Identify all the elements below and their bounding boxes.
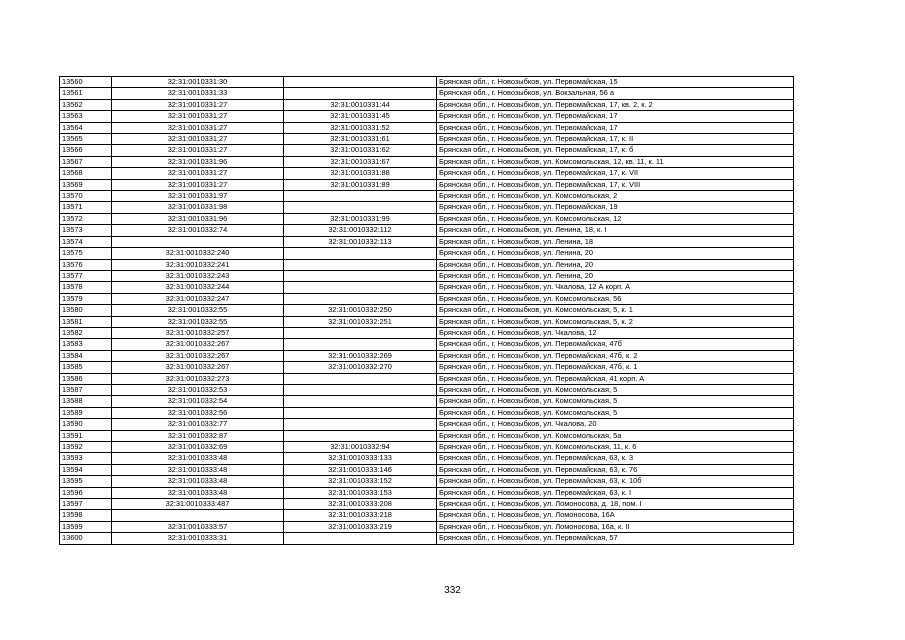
object-cadastral-number-cell bbox=[284, 270, 437, 281]
table-row bbox=[60, 487, 794, 498]
table-row bbox=[60, 327, 794, 338]
land-cadastral-number-cell: 32:31:0010332:257 bbox=[112, 327, 284, 338]
land-cadastral-number-cell: 32:31:0010331:27 bbox=[112, 168, 284, 179]
row-number-cell: 13570 bbox=[60, 191, 112, 202]
table-row bbox=[60, 533, 794, 544]
table-row bbox=[60, 191, 794, 202]
address-cell: Брянская обл., г. Новозыбков, ул. Ломоносова, 16А bbox=[437, 510, 794, 521]
row-number-cell: 13580 bbox=[60, 305, 112, 316]
row-number-cell: 13567 bbox=[60, 156, 112, 167]
object-cadastral-number-cell: 32:31:0010332:94 bbox=[284, 442, 437, 453]
table-row bbox=[60, 99, 794, 110]
address-cell: Брянская обл., г. Новозыбков, ул. Комсомольская, 11, к. 6 bbox=[437, 442, 794, 453]
table-row bbox=[60, 430, 794, 441]
table-row bbox=[60, 316, 794, 327]
object-cadastral-number-cell bbox=[284, 248, 437, 259]
land-cadastral-number-cell: 32:31:0010331:27 bbox=[112, 122, 284, 133]
row-number-cell: 13569 bbox=[60, 179, 112, 190]
row-number-cell: 13582 bbox=[60, 327, 112, 338]
row-number-cell: 13564 bbox=[60, 122, 112, 133]
land-cadastral-number-cell: 32:31:0010331:33 bbox=[112, 88, 284, 99]
object-cadastral-number-cell: 32:31:0010331:99 bbox=[284, 213, 437, 224]
object-cadastral-number-cell bbox=[284, 407, 437, 418]
land-cadastral-number-cell: 32:31:0010332:244 bbox=[112, 282, 284, 293]
object-cadastral-number-cell: 32:31:0010333:146 bbox=[284, 464, 437, 475]
land-cadastral-number-cell: 32:31:0010332:243 bbox=[112, 270, 284, 281]
object-cadastral-number-cell: 32:31:0010331:67 bbox=[284, 156, 437, 167]
table-row bbox=[60, 396, 794, 407]
object-cadastral-number-cell: 32:31:0010331:89 bbox=[284, 179, 437, 190]
row-number-cell: 13571 bbox=[60, 202, 112, 213]
row-number-cell: 13574 bbox=[60, 236, 112, 247]
address-cell: Брянская обл., г. Новозыбков, ул. Чкалова, 12 А корп. А bbox=[437, 282, 794, 293]
row-number-cell: 13590 bbox=[60, 419, 112, 430]
table-row bbox=[60, 88, 794, 99]
row-number-cell: 13587 bbox=[60, 384, 112, 395]
object-cadastral-number-cell bbox=[284, 419, 437, 430]
table-row bbox=[60, 202, 794, 213]
table-row bbox=[60, 350, 794, 361]
object-cadastral-number-cell: 32:31:0010333:153 bbox=[284, 487, 437, 498]
table-row bbox=[60, 168, 794, 179]
address-cell: Брянская обл., г. Новозыбков, ул. Ленина, 20 bbox=[437, 270, 794, 281]
land-cadastral-number-cell bbox=[112, 510, 284, 521]
address-cell: Брянская обл., г. Новозыбков, ул. Первомайская, 57 bbox=[437, 533, 794, 544]
table-row bbox=[60, 134, 794, 145]
address-cell: Брянская обл., г. Новозыбков, ул. Комсомольская, 56 bbox=[437, 293, 794, 304]
land-cadastral-number-cell: 32:31:0010332:77 bbox=[112, 419, 284, 430]
address-cell: Брянская обл., г. Новозыбков, ул. Ломоносова, д. 18, пом. I bbox=[437, 499, 794, 510]
land-cadastral-number-cell: 32:31:0010333:48 bbox=[112, 476, 284, 487]
land-cadastral-number-cell: 32:31:0010331:96 bbox=[112, 156, 284, 167]
land-cadastral-number-cell: 32:31:0010332:87 bbox=[112, 430, 284, 441]
object-cadastral-number-cell: 32:31:0010332:112 bbox=[284, 225, 437, 236]
table-row bbox=[60, 225, 794, 236]
object-cadastral-number-cell: 32:31:0010333:152 bbox=[284, 476, 437, 487]
row-number-cell: 13593 bbox=[60, 453, 112, 464]
land-cadastral-number-cell: 32:31:0010332:54 bbox=[112, 396, 284, 407]
address-cell: Брянская обл., г. Новозыбков, ул. Комсомольская, 5 bbox=[437, 396, 794, 407]
table-row bbox=[60, 362, 794, 373]
address-cell: Брянская обл., г. Новозыбков, ул. Первомайская, 63, к. 10б bbox=[437, 476, 794, 487]
address-cell: Брянская обл., г. Новозыбков, ул. Комсомольская, 5 bbox=[437, 407, 794, 418]
address-cell: Брянская обл., г. Новозыбков, ул. Первомайская, 19 bbox=[437, 202, 794, 213]
land-cadastral-number-cell: 32:31:0010332:74 bbox=[112, 225, 284, 236]
land-cadastral-number-cell: 32:31:0010332:55 bbox=[112, 305, 284, 316]
address-cell: Брянская обл., г. Новозыбков, ул. Первомайская, 47б, к. 1 bbox=[437, 362, 794, 373]
object-cadastral-number-cell bbox=[284, 533, 437, 544]
land-cadastral-number-cell bbox=[112, 236, 284, 247]
object-cadastral-number-cell bbox=[284, 282, 437, 293]
table-row bbox=[60, 339, 794, 350]
table-row bbox=[60, 213, 794, 224]
table-row bbox=[60, 407, 794, 418]
object-cadastral-number-cell bbox=[284, 339, 437, 350]
row-number-cell: 13577 bbox=[60, 270, 112, 281]
object-cadastral-number-cell: 32:31:0010331:44 bbox=[284, 99, 437, 110]
row-number-cell: 13598 bbox=[60, 510, 112, 521]
table-row bbox=[60, 111, 794, 122]
table-row bbox=[60, 510, 794, 521]
land-cadastral-number-cell: 32:31:0010332:273 bbox=[112, 373, 284, 384]
land-cadastral-number-cell: 32:31:0010331:27 bbox=[112, 99, 284, 110]
row-number-cell: 13561 bbox=[60, 88, 112, 99]
table-row bbox=[60, 282, 794, 293]
object-cadastral-number-cell bbox=[284, 384, 437, 395]
table-row bbox=[60, 236, 794, 247]
row-number-cell: 13597 bbox=[60, 499, 112, 510]
row-number-cell: 13584 bbox=[60, 350, 112, 361]
object-cadastral-number-cell: 32:31:0010331:52 bbox=[284, 122, 437, 133]
object-cadastral-number-cell bbox=[284, 202, 437, 213]
table-row bbox=[60, 384, 794, 395]
address-cell: Брянская обл., г. Новозыбков, ул. Первомайская, 47б, к. 2 bbox=[437, 350, 794, 361]
row-number-cell: 13592 bbox=[60, 442, 112, 453]
address-cell: Брянская обл., г. Новозыбков, ул. Первомайская, 17, к. б bbox=[437, 145, 794, 156]
address-cell: Брянская обл., г. Новозыбков, ул. Первомайская, 41 корп. А bbox=[437, 373, 794, 384]
object-cadastral-number-cell bbox=[284, 259, 437, 270]
table-row bbox=[60, 476, 794, 487]
land-cadastral-number-cell: 32:31:0010332:53 bbox=[112, 384, 284, 395]
table-row bbox=[60, 464, 794, 475]
table-row bbox=[60, 453, 794, 464]
row-number-cell: 13588 bbox=[60, 396, 112, 407]
object-cadastral-number-cell bbox=[284, 293, 437, 304]
land-cadastral-number-cell: 32:31:0010333:487 bbox=[112, 499, 284, 510]
row-number-cell: 13562 bbox=[60, 99, 112, 110]
object-cadastral-number-cell bbox=[284, 430, 437, 441]
object-cadastral-number-cell: 32:31:0010332:251 bbox=[284, 316, 437, 327]
object-cadastral-number-cell: 32:31:0010331:61 bbox=[284, 134, 437, 145]
land-cadastral-number-cell: 32:31:0010331:27 bbox=[112, 134, 284, 145]
address-cell: Брянская обл., г. Новозыбков, ул. Ленина, 18, к. I bbox=[437, 225, 794, 236]
row-number-cell: 13591 bbox=[60, 430, 112, 441]
row-number-cell: 13566 bbox=[60, 145, 112, 156]
land-cadastral-number-cell: 32:31:0010332:267 bbox=[112, 362, 284, 373]
object-cadastral-number-cell bbox=[284, 191, 437, 202]
address-cell: Брянская обл., г. Новозыбков, ул. Первомайская, 17, к. VIII bbox=[437, 179, 794, 190]
object-cadastral-number-cell: 32:31:0010333:218 bbox=[284, 510, 437, 521]
land-cadastral-number-cell: 32:31:0010332:241 bbox=[112, 259, 284, 270]
address-cell: Брянская обл., г. Новозыбков, ул. Первомайская, 17, к. II bbox=[437, 134, 794, 145]
address-cell: Брянская обл., г. Новозыбков, ул. Комсомольская, 12, кв. 11, к. 11 bbox=[437, 156, 794, 167]
table-row bbox=[60, 373, 794, 384]
row-number-cell: 13563 bbox=[60, 111, 112, 122]
registry-table bbox=[59, 76, 794, 545]
land-cadastral-number-cell: 32:31:0010332:69 bbox=[112, 442, 284, 453]
table-row bbox=[60, 122, 794, 133]
row-number-cell: 13579 bbox=[60, 293, 112, 304]
address-cell: Брянская обл., г. Новозыбков, ул. Первомайская, 17, к. VII bbox=[437, 168, 794, 179]
table-row bbox=[60, 248, 794, 259]
object-cadastral-number-cell: 32:31:0010331:88 bbox=[284, 168, 437, 179]
address-cell: Брянская обл., г. Новозыбков, ул. Ленина, 20 bbox=[437, 248, 794, 259]
object-cadastral-number-cell: 32:31:0010332:250 bbox=[284, 305, 437, 316]
table-row bbox=[60, 293, 794, 304]
table-row bbox=[60, 156, 794, 167]
table-row bbox=[60, 442, 794, 453]
land-cadastral-number-cell: 32:31:0010333:57 bbox=[112, 521, 284, 532]
address-cell: Брянская обл., г. Новозыбков, ул. Первомайская, 63, к. 76 bbox=[437, 464, 794, 475]
table-row bbox=[60, 521, 794, 532]
row-number-cell: 13560 bbox=[60, 77, 112, 88]
land-cadastral-number-cell: 32:31:0010333:48 bbox=[112, 487, 284, 498]
address-cell: Брянская обл., г. Новозыбков, ул. Чкалова, 20 bbox=[437, 419, 794, 430]
row-number-cell: 13568 bbox=[60, 168, 112, 179]
row-number-cell: 13600 bbox=[60, 533, 112, 544]
address-cell: Брянская обл., г. Новозыбков, ул. Первомайская, 63, к. I bbox=[437, 487, 794, 498]
registry-table-body bbox=[60, 77, 794, 545]
table-row bbox=[60, 270, 794, 281]
table-row bbox=[60, 305, 794, 316]
land-cadastral-number-cell: 32:31:0010331:96 bbox=[112, 213, 284, 224]
land-cadastral-number-cell: 32:31:0010331:30 bbox=[112, 77, 284, 88]
land-cadastral-number-cell: 32:31:0010332:247 bbox=[112, 293, 284, 304]
land-cadastral-number-cell: 32:31:0010333:31 bbox=[112, 533, 284, 544]
land-cadastral-number-cell: 32:31:0010332:267 bbox=[112, 339, 284, 350]
object-cadastral-number-cell bbox=[284, 77, 437, 88]
address-cell: Брянская обл., г. Новозыбков, ул. Чкалова, 12 bbox=[437, 327, 794, 338]
land-cadastral-number-cell: 32:31:0010331:27 bbox=[112, 111, 284, 122]
land-cadastral-number-cell: 32:31:0010331:97 bbox=[112, 191, 284, 202]
land-cadastral-number-cell: 32:31:0010333:48 bbox=[112, 453, 284, 464]
address-cell: Брянская обл., г. Новозыбков, ул. Комсомольская, 5, к. 2 bbox=[437, 316, 794, 327]
row-number-cell: 13585 bbox=[60, 362, 112, 373]
address-cell: Брянская обл., г. Новозыбков, ул. Комсомольская, 5 bbox=[437, 384, 794, 395]
land-cadastral-number-cell: 32:31:0010332:240 bbox=[112, 248, 284, 259]
address-cell: Брянская обл., г. Новозыбков, ул. Первомайская, 17, кв. 2, к. 2 bbox=[437, 99, 794, 110]
table-row bbox=[60, 419, 794, 430]
address-cell: Брянская обл., г. Новозыбков, ул. Ломоносова, 16а, к. II bbox=[437, 521, 794, 532]
object-cadastral-number-cell bbox=[284, 373, 437, 384]
table-row bbox=[60, 77, 794, 88]
row-number-cell: 13586 bbox=[60, 373, 112, 384]
address-cell: Брянская обл., г. Новозыбков, ул. Первомайская, 47б bbox=[437, 339, 794, 350]
address-cell: Брянская обл., г. Новозыбков, ул. Комсомольская, 12 bbox=[437, 213, 794, 224]
land-cadastral-number-cell: 32:31:0010331:98 bbox=[112, 202, 284, 213]
page-number: 332 bbox=[444, 585, 461, 596]
object-cadastral-number-cell: 32:31:0010332:270 bbox=[284, 362, 437, 373]
address-cell: Брянская обл., г. Новозыбков, ул. Комсомольская, 2 bbox=[437, 191, 794, 202]
row-number-cell: 13565 bbox=[60, 134, 112, 145]
object-cadastral-number-cell: 32:31:0010332:113 bbox=[284, 236, 437, 247]
row-number-cell: 13575 bbox=[60, 248, 112, 259]
address-cell: Брянская обл., г. Новозыбков, ул. Первомайская, 17 bbox=[437, 111, 794, 122]
land-cadastral-number-cell: 32:31:0010333:48 bbox=[112, 464, 284, 475]
object-cadastral-number-cell bbox=[284, 396, 437, 407]
address-cell: Брянская обл., г. Новозыбков, ул. Вокзальная, 56 а bbox=[437, 88, 794, 99]
object-cadastral-number-cell: 32:31:0010333:208 bbox=[284, 499, 437, 510]
row-number-cell: 13573 bbox=[60, 225, 112, 236]
row-number-cell: 13596 bbox=[60, 487, 112, 498]
table-row bbox=[60, 259, 794, 270]
row-number-cell: 13572 bbox=[60, 213, 112, 224]
object-cadastral-number-cell: 32:31:0010333:133 bbox=[284, 453, 437, 464]
object-cadastral-number-cell: 32:31:0010331:45 bbox=[284, 111, 437, 122]
land-cadastral-number-cell: 32:31:0010332:267 bbox=[112, 350, 284, 361]
address-cell: Брянская обл., г. Новозыбков, ул. Комсомольская, 5а bbox=[437, 430, 794, 441]
row-number-cell: 13595 bbox=[60, 476, 112, 487]
address-cell: Брянская обл., г. Новозыбков, ул. Первомайская, 63, к. 3 bbox=[437, 453, 794, 464]
object-cadastral-number-cell: 32:31:0010332:269 bbox=[284, 350, 437, 361]
address-cell: Брянская обл., г. Новозыбков, ул. Первомайская, 15 bbox=[437, 77, 794, 88]
land-cadastral-number-cell: 32:31:0010331:27 bbox=[112, 145, 284, 156]
row-number-cell: 13576 bbox=[60, 259, 112, 270]
row-number-cell: 13594 bbox=[60, 464, 112, 475]
land-cadastral-number-cell: 32:31:0010332:56 bbox=[112, 407, 284, 418]
row-number-cell: 13583 bbox=[60, 339, 112, 350]
object-cadastral-number-cell: 32:31:0010331:62 bbox=[284, 145, 437, 156]
address-cell: Брянская обл., г. Новозыбков, ул. Комсомольская, 5, к. 1 bbox=[437, 305, 794, 316]
object-cadastral-number-cell: 32:31:0010333:219 bbox=[284, 521, 437, 532]
row-number-cell: 13589 bbox=[60, 407, 112, 418]
address-cell: Брянская обл., г. Новозыбков, ул. Ленина, 20 bbox=[437, 259, 794, 270]
land-cadastral-number-cell: 32:31:0010332:55 bbox=[112, 316, 284, 327]
address-cell: Брянская обл., г. Новозыбков, ул. Первомайская, 17 bbox=[437, 122, 794, 133]
row-number-cell: 13578 bbox=[60, 282, 112, 293]
object-cadastral-number-cell bbox=[284, 88, 437, 99]
land-cadastral-number-cell: 32:31:0010331:27 bbox=[112, 179, 284, 190]
object-cadastral-number-cell bbox=[284, 327, 437, 338]
address-cell: Брянская обл., г. Новозыбков, ул. Ленина, 18 bbox=[437, 236, 794, 247]
table-row bbox=[60, 145, 794, 156]
table-row bbox=[60, 179, 794, 190]
table-row bbox=[60, 499, 794, 510]
row-number-cell: 13599 bbox=[60, 521, 112, 532]
row-number-cell: 13581 bbox=[60, 316, 112, 327]
